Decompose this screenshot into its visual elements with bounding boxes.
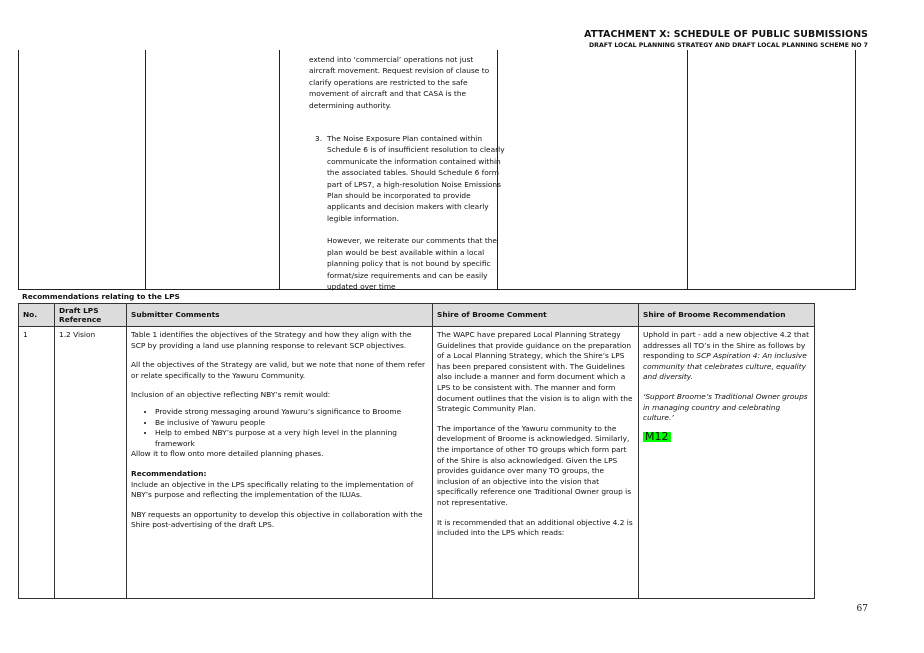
row-reference: 1.2 Vision bbox=[55, 327, 127, 599]
numbered-item-3: 3. The Noise Exposure Plan contained within Schedule 6 is of insufficient resolution to clearly communicate the information contained within the associated tables. Should Schedule 6 form part of LPS7, a high-resolution Noise Emissions Plan should be incorporated to provide applicants and decision makers with clearly legible information. bbox=[315, 134, 505, 223]
continued-submitter-comment bbox=[309, 54, 519, 292]
submitter-paragraph: NBY requests an opportunity to develop this objective in collaboration with the Shire post-advertising of the draft LPS. bbox=[131, 509, 423, 530]
submitter-paragraph: Table 1 identifies the objectives of the Strategy and how they align with the SCP by providing a land use planning response to relevant SCP objectives. bbox=[131, 330, 412, 350]
submitter-recommendation-text: Include an objective in the LPS specifically relating to the implementation of NBY’s purpose and reflecting the implementation of the ILUAs. bbox=[131, 479, 414, 500]
continuation-table bbox=[18, 50, 856, 290]
recommendation-label: Recommendation: bbox=[131, 468, 207, 478]
header-shire-comment: Shire of Broome Comment bbox=[433, 304, 639, 327]
list-item: • Be inclusive of Yawuru people bbox=[155, 418, 428, 429]
section-heading: Recommendations relating to the LPS bbox=[22, 292, 180, 301]
shire-comment-paragraph: It is recommended that an additional objective 4.2 is included into the LPS which reads: bbox=[437, 517, 633, 538]
header-shire-recommendation: Shire of Broome Recommendation bbox=[639, 304, 815, 327]
shire-comment-cell bbox=[433, 327, 639, 599]
recommendations-table bbox=[18, 303, 815, 599]
attachment-title: ATTACHMENT X: SCHEDULE OF PUBLIC SUBMISSIONS bbox=[584, 29, 868, 40]
submitter-paragraph: Inclusion of an objective reflecting NBY’s remit would: bbox=[131, 390, 331, 400]
recommendation-paragraph: Uphold in part - add a new objective 4.2 that addresses all TO’s in the Shire as follows by responding to SCP Aspiration 4: An inclusive community that celebrates culture, equality and diversity. bbox=[643, 330, 809, 382]
list-item: • Help to embed NBY’s purpose at a very high level in the planning framework bbox=[155, 428, 428, 449]
header-reference: Draft LPS Reference bbox=[55, 304, 127, 327]
shire-recommendation-cell bbox=[639, 327, 815, 599]
submitter-bullet-list bbox=[131, 407, 428, 449]
submitter-paragraph: All the objectives of the Strategy are valid, but we note that none of them refer or relate specifically to the Yawuru Community. bbox=[131, 360, 426, 380]
row-number: 1 bbox=[19, 327, 55, 599]
page-number: 67 bbox=[856, 604, 868, 614]
continued-paragraph: extend into ‘commercial’ operations not just aircraft movement. Request revision of clause to clarify operations are restricted to the safe movement of aircraft and that CASA is the determining authority. bbox=[309, 55, 490, 110]
header-submitter-comments: Submitter Comments bbox=[127, 304, 433, 327]
header-no: No. bbox=[19, 304, 55, 327]
column-divider bbox=[687, 50, 688, 289]
list-item: • Provide strong messaging around Yawuru’s significance to Broome bbox=[155, 407, 428, 418]
column-divider bbox=[279, 50, 280, 289]
modification-tag: M12 bbox=[645, 429, 669, 443]
submitter-comments-cell bbox=[127, 327, 433, 599]
shire-comment-paragraph: The importance of the Yawuru community to the development of Broome is acknowledged. Similarly, the importance of other TO groups which form part of the Shire is also acknowledged. Given the LPS provides guidance over many TO groups, the inclusion of an objective into the vision that specifically reference one Traditional Owner group is not representative. bbox=[437, 423, 632, 507]
table-header-row bbox=[19, 304, 815, 327]
shire-comment-paragraph: The WAPC have prepared Local Planning Strategy Guidelines that provide guidance on the preparation of a Local Planning Strategy, which the Shire’s LPS has been prepared consistent with. The Guidelines also include a manner and form document which a LPS to be consistent with. The manner and form document outlines that the vision is to align with the Strategic Community Plan. bbox=[437, 330, 633, 414]
recommendation-objective: ‘Support Broome’s Traditional Owner groups in managing country and celebrating culture.’ bbox=[643, 391, 808, 423]
reiterate-paragraph: However, we reiterate our comments that the plan would be best available within a local planning policy that is not bound by specific format/size requirements and can be easily updated over time bbox=[327, 236, 497, 291]
table-row bbox=[19, 327, 815, 599]
column-divider bbox=[145, 50, 146, 289]
attachment-subtitle: DRAFT LOCAL PLANNING STRATEGY AND DRAFT LOCAL PLANNING SCHEME NO 7 bbox=[589, 42, 868, 49]
submitter-paragraph: Allow it to flow onto more detailed planning phases. bbox=[131, 449, 324, 459]
